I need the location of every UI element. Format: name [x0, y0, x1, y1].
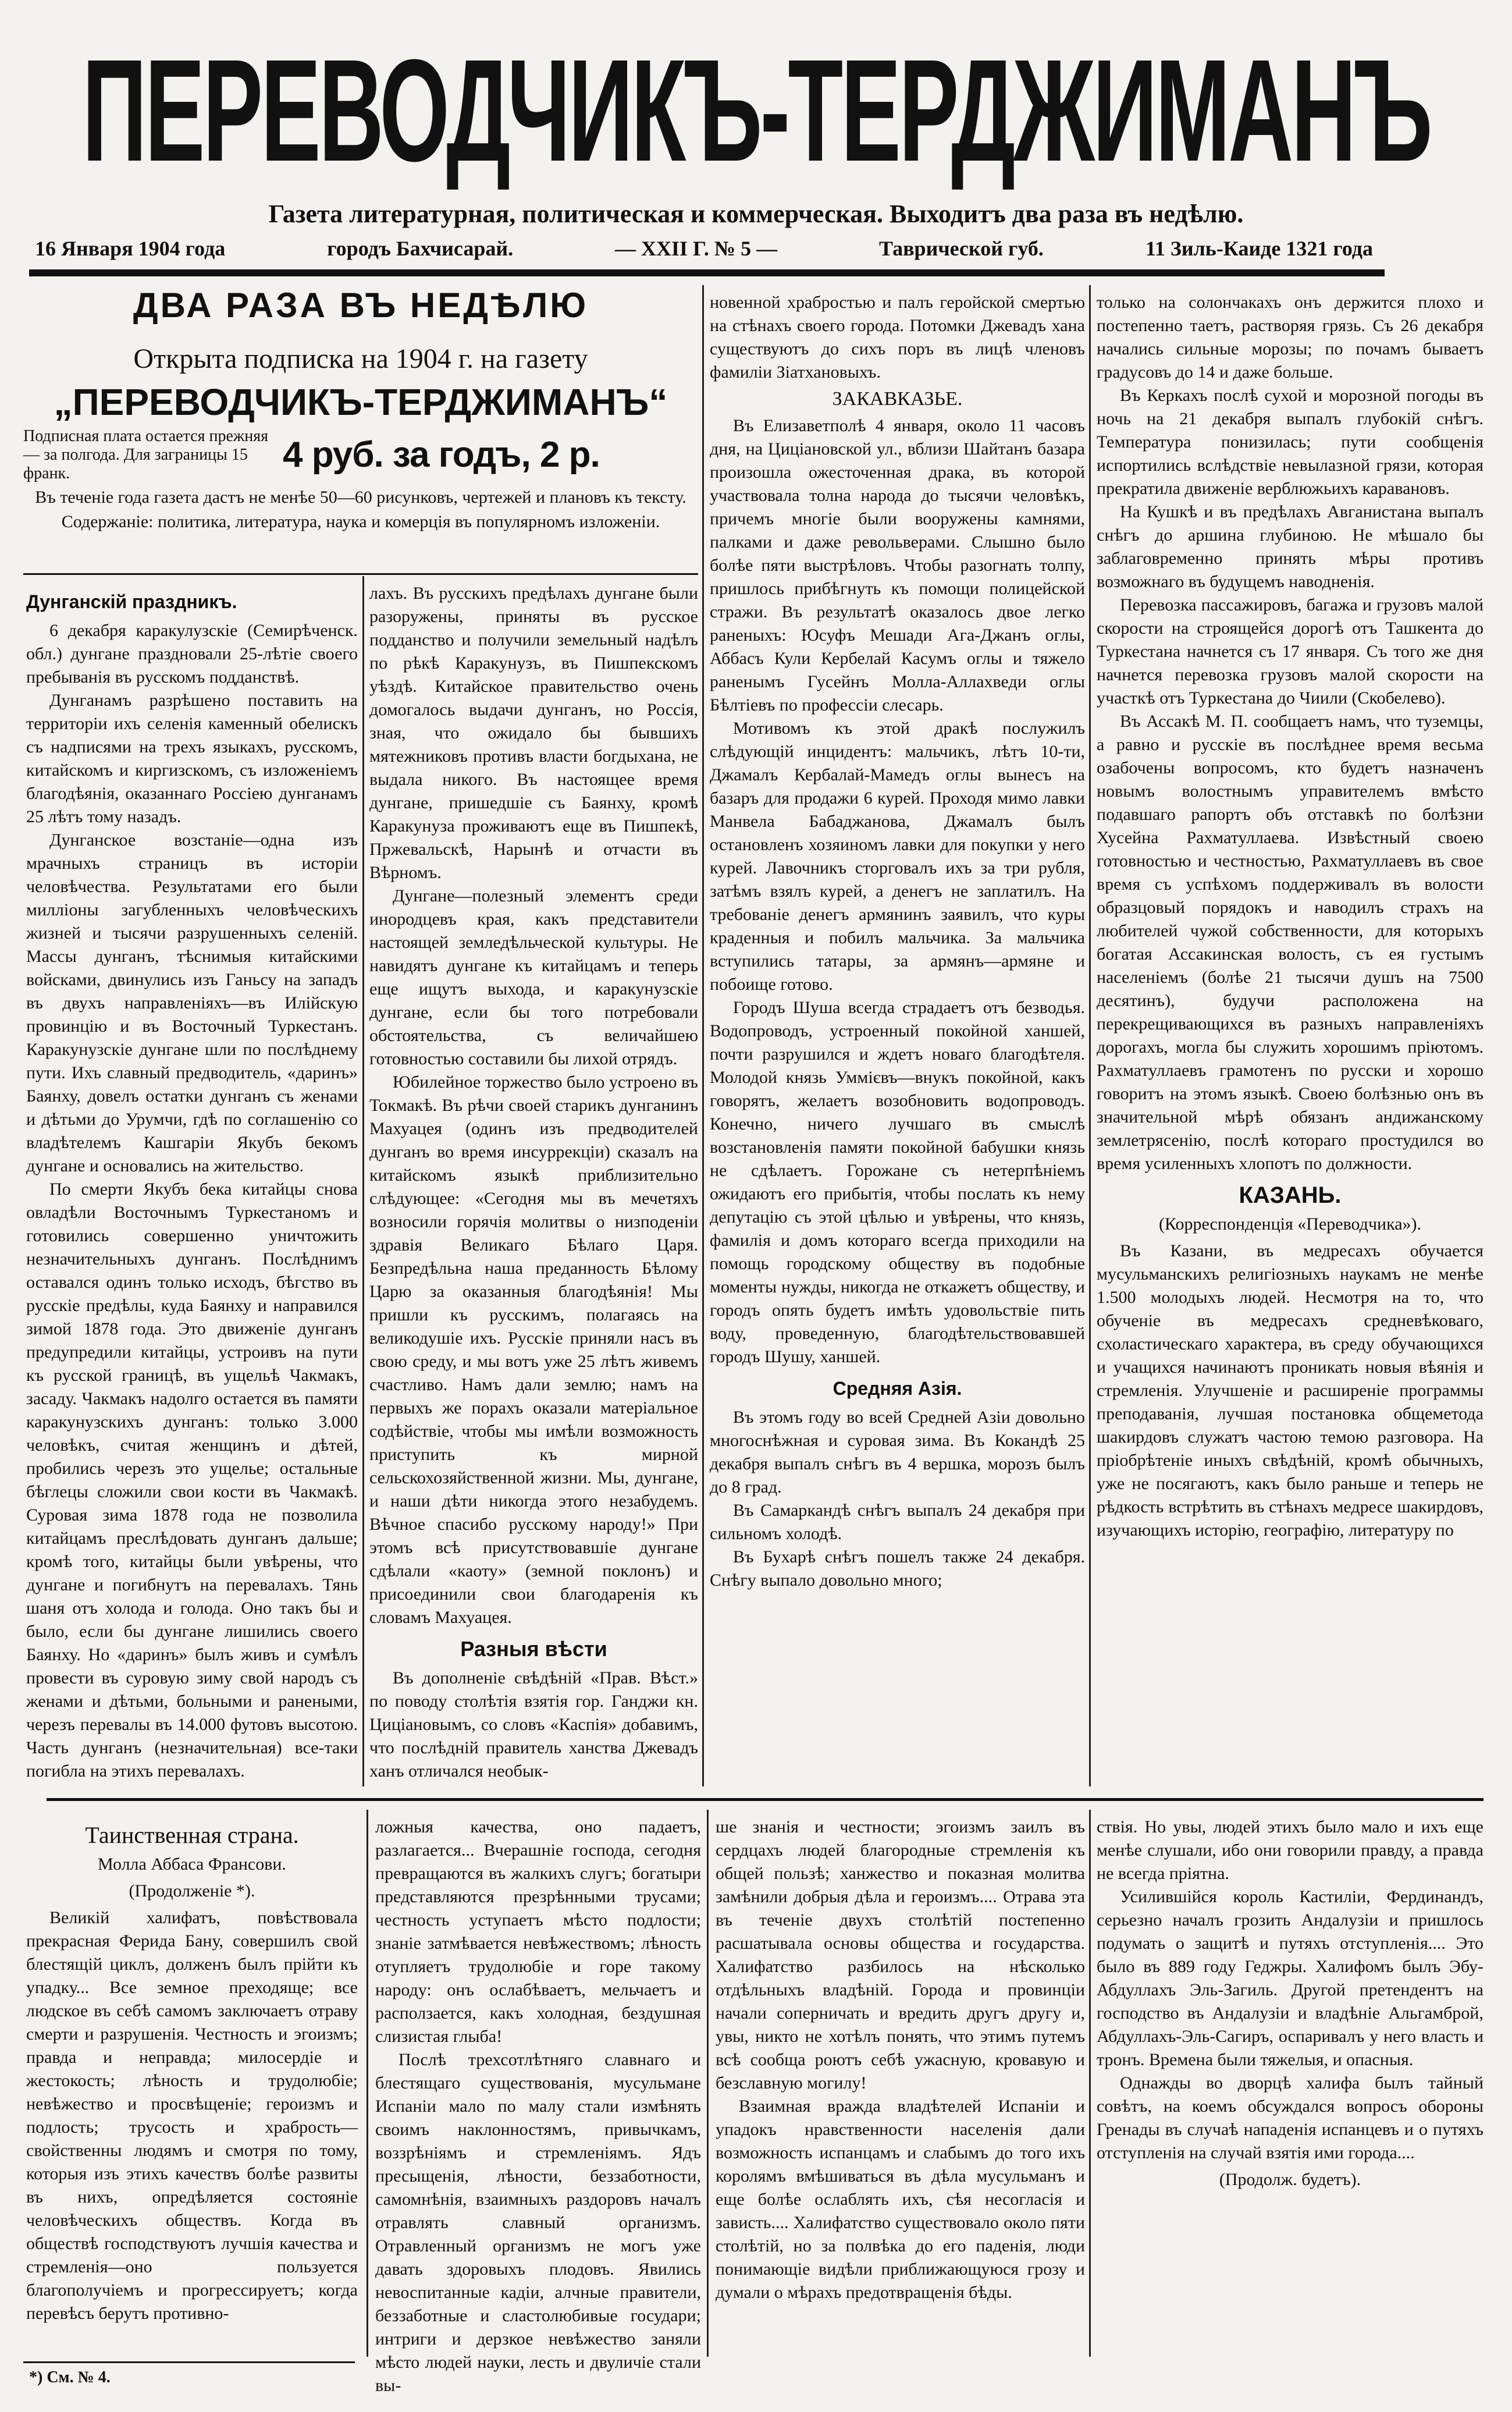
paragraph: Юбилейное торжество было устроено въ Токмакѣ. Въ рѣчи своей старикъ дунганинъ Махуацея (одинъ изъ предводителей дунганъ во время инсуррекціи) сказалъ на китайскомъ языкѣ приблизительно слѣдующее: «Сегодня мы въ мечетяхъ возносили горячія молитвы о низподеніи здравія Великаго Бѣлаго Царя. Безпредѣльна наша преданность Бѣлому Царю за оказанныя благодѣянія! Мы пришли къ русскимъ, полагаясь на великодушіе ихъ. Русскіе приняли насъ въ свою среду, и мы вотъ уже 25 лѣтъ живемъ счастливо. Намъ дали землю; намъ на первыхъ же порахъ оказали матеріальное содѣйствіе, чтобы мы имѣли возможность приступить къ мирной сельскохозяйственной жизни. Мы, дунгане, и наши дѣти никогда этого незабудемъ. Вѣчное спасибо русскому народу!» При этомъ всѣ присутствовавшіе дунгане сдѣлали «каоту» (земной поклонъ) и присоединили свои благодаренія къ словамъ Махуацея. [369, 1072, 698, 1627]
paragraph: По смерти Якубъ бека китайцы снова овладѣли Восточнымъ Туркестаномъ и готовились совершенно уничтожить незначительныхъ дунганъ. Послѣднимъ оставался одинъ только исходъ, бѣгство въ русскіе предѣлы, куда Баянху и направился зимой 1878 года. Это движеніе дунганъ предупредили китайцы, устроивъ на пути къ русской границѣ, въ ущельѣ Чакмакъ, засаду. Чакмакъ надолго остается въ памяти каракунузскихъ дунганъ: только 3.000 человѣкъ, считая женщинъ и дѣтей, пробились черезъ это ущелье; остальные бѣглецы сложили свои кости въ Чакмакѣ. Суровая зима 1878 года не позволила китайцамъ преслѣдовать дунганъ дальше; кромѣ того, китайцы были увѣрены, что дунгане и погибнутъ на перевалахъ. Тянь шаня отъ холода и голода. Оно такъ бы и было, если бы дунгане лишились своего Баянху. Но «даринъ» былъ живъ и сумѣлъ провести въ суровую зиму свой народъ съ женами и дѣтьми, больными и ранеными, черезъ перевалы въ 14.000 футовъ высотою. Часть дунганъ (незначительная) все-таки погибла на этихъ перевалахъ. [26, 1180, 358, 1781]
paragraph: Въ этомъ году во всей Средней Азіи довольно многоснѣжная и суровая зима. Въ Кокандѣ 25 декабря выпалъ снѣгъ въ 4 вершка, морозъ былъ до 8 град. [710, 1408, 1085, 1497]
column-divider [1089, 1810, 1091, 2357]
ad-contents: Содержаніе: политика, литература, наука и комерція въ популярномъ изложеніи. [61, 512, 660, 531]
paragraph: Дунганамъ разрѣшено поставить на территоріи ихъ селенія каменный обелискъ съ надписями на трехъ языкахъ, русскомъ, китайскомъ и киргизскомъ, съ изложеніемъ благодѣянія, оказаннаго Россіею дунганамъ 25 лѣтъ тому назадъ. [26, 691, 358, 826]
header-rule [29, 269, 1385, 276]
footnote-rule [23, 2361, 355, 2363]
paragraph: 6 декабря каракулузскіе (Семирѣченск. обл.) дунгане праздновали 25-лѣтіе своего пребыванія въ русскомъ подданствѣ. [26, 621, 358, 687]
paragraph: Въ Казани, въ медресахъ обучается мусульманскихъ религіозныхъ наукамъ не менѣе 1.500 молодыхъ людей. Несмотря на то, что обученіе въ медресахъ средневѣковаго, схоластическаго характера, въ среду обучающихся и учащихся начинаютъ проникать новыя вѣянія и стремленія. Улучшеніе и расширеніе программы преподаванія, лучшая постановка общеметода шакирдовъ служатъ частою темою разговора. На пріобрѣтеніе иныхъ свѣдѣній, кромѣ обычныхъ, уже не посягаютъ, какъ было раньше и теперь не рѣдкость встрѣтить въ стѣнахъ медресе шакирдовъ, изучающихъ исторію, географію, литературу по [1097, 1241, 1483, 1540]
paragraph: Перевозка пассажировъ, багажа и грузовъ малой скорости на строящейся дорогѣ отъ Ташкента до Туркестана начнется съ 17 января. Съ того же дня начнется перевозка грузовъ малой скорости на участкѣ отъ Туркестана до Чиили (Скобелево). [1097, 595, 1483, 708]
feuilleton-column-2 [375, 1816, 701, 2395]
feuilleton-rule [47, 1798, 1483, 1801]
footnote: *) См. № 4. [29, 2368, 111, 2386]
paragraph: Однажды во дворцѣ халифа былъ тайный совѣтъ, на коемъ обсуждался вопросъ обороны Гренады въ случаѣ нападенія испанцевъ и о путяхъ отступленія на случай взятія ими города.... [1097, 2073, 1483, 2162]
paragraph: Въ Елизаветполѣ 4 января, около 11 часовъ дня, на Циціановской ул., вблизи Шайтанъ базара произошла ожесточенная драка, въ которой участвовала толна народа до тысячи человѣкъ, причемъ многіе были вооружены камнями, палками и даже револьверами. Слышно было болѣе пяти выстрѣловъ. Чтобы разогнать толпу, пришлось прибѣгнуть къ помощи полицейской стражи. Въ результатѣ оказалось двое легко раненыхъ: Юсуфъ Мешади Ага-Джанъ оглы, Аббасъ Кули Кербелай Касумъ оглы и тяжело раненымъ Гусейнъ Молла-Аллахведи оглы Бѣлтіевъ по профессіи слесарь. [710, 416, 1085, 715]
masthead-subtitle: Газета литературная, политическая и коммерческая. Выходитъ два раза въ недѣлю. [268, 200, 1244, 228]
to-be-continued: (Продолж. будетъ). [1219, 2170, 1361, 2189]
column-2 [369, 582, 698, 1786]
hijri-date: 11 Зиль-Каиде 1321 года [1145, 237, 1373, 260]
paragraph: ствія. Но увы, людей этихъ было мало и ихъ еще менѣе слушали, ибо они говорили правду, а правда не всегда пріятна. [1097, 1817, 1483, 1883]
ad-rule [23, 573, 698, 575]
byline: (Корреспонденція «Переводчика»). [1158, 1214, 1422, 1234]
column-divider [1089, 285, 1091, 1786]
paragraph: ложныя качества, оно падаетъ, разлагается... Вчерашніе господа, сегодня превращаются въ жалкихъ слугъ; богатыри представляются презрѣнными трусами; честность уступаетъ мѣсто подлости; знаніе затмѣвается невѣжествомъ; лѣность отупляетъ трудолюбіе и горе такому народу: онъ ослабѣваетъ, мельчаетъ и расползается, какъ холодная, бездушная слизистая глыба! [375, 1817, 701, 2046]
ad-headline: ДВА РАЗА ВЪ НЕДѢЛЮ [133, 286, 589, 325]
feuilleton-column-3 [716, 1816, 1085, 2357]
paragraph: Послѣ трехсотлѣтняго славнаго и блестящаго существованія, мусульмане Испаніи мало по малу стали измѣнять своимъ наклонностямъ, привычкамъ, воззрѣніямъ и стремленіямъ. Ядъ пресыщенія, лѣности, беззаботности, самомнѣнія, взаимныхъ раздоровъ началъ отравлять славный организмъ. Отравленный организмъ не могъ уже давать здоровыхъ плодовъ. Явились невоспитанные кадіи, алчные правители, беззаботные и сластолюбивые государи; интриги и дерзкое невѣжество заняли мѣсто людей науки, лесть и двуличіе стали вы- [375, 2050, 701, 2395]
feuilleton-title: Таинственная страна. [85, 1822, 299, 1848]
issue-number: — XXII Г. № 5 — [615, 237, 778, 260]
section-heading: КАЗАНЬ. [1239, 1182, 1342, 1208]
subscription-ad [23, 285, 698, 570]
ad-open: Открыта подписка на 1904 г. на газету [133, 343, 588, 374]
section-heading: ЗАКАВКАЗЬЕ. [832, 388, 963, 410]
column-divider [702, 285, 704, 1786]
column-divider [362, 576, 364, 1786]
paragraph: Дунгане—полезный элементъ среди инородцевъ края, какъ представители настоящей земледѣльческой культуры. Не навидятъ дунгане къ китайцамъ и теперь еще ищутъ выхода, и каракунузскіе дунгане, если бы того потребовали обстоятельства, съ величайшею готовностью составили бы лихой отрядъ. [369, 886, 698, 1068]
column-4 [1097, 291, 1483, 1786]
paragraph: Мотивомъ къ этой дракѣ послужилъ слѣдующій инцидентъ: мальчикъ, лѣтъ 10-ти, Джамалъ Кербалай-Мамедъ оглы вынесъ на базаръ для продажи 6 курей. Проходя мимо лавки Манвела Бабаджанова, Джамалъ былъ остановленъ хозяиномъ лавки для покупки у него курей. Лавочникъ сторговалъ ихъ за три рубля, затѣмъ взялъ курей, а денегъ не заплатилъ. На требованіе денегъ армянинъ заявилъ, что куры краденныя и побилъ мальчика. За мальчика вступились татары, за армянъ—армяне и побоище готово. [710, 719, 1085, 994]
ad-price-note: Подписная плата остается прежняя— за полгода. Для заграницы 15 франк. [23, 427, 268, 482]
ad-name: „ПЕРЕВОДЧИКЪ-ТЕРДЖИМАНЪ“ [54, 381, 668, 423]
feuilleton-column-1 [26, 1816, 358, 2357]
paragraph: Дунганское возстаніе—одна изъ мрачныхъ страницъ въ исторіи человѣчества. Результатами его были милліоны загубленныхъ человѣческихъ жизней и тысячи разрушенныхъ селеній. Массы дунганъ, тѣснимыя китайскими войсками, двинулись изъ Ганьсу на западъ въ двухъ направленіяхъ—въ Илійскую провинцію и въ Восточный Туркестанъ. Каракунузскіе дунгане шли по послѣднему пути. Ихъ славный предводитель, «даринъ» Баянху, довелъ остатки дунганъ съ женами и дѣтьми до Урумчи, гдѣ по соглашенію со владѣтелемъ Кашгаріи Якубъ бекомъ дунгане и основались на жительство. [26, 830, 358, 1175]
paragraph: На Кушкѣ и въ предѣлахъ Авганистана выпалъ снѣгъ до аршина глубиною. Не мѣшало бы заблаговременно принять мѣры противъ возможнаго въ будущемъ наводненія. [1097, 502, 1483, 591]
column-1 [26, 582, 358, 1786]
ad-price: 4 руб. за годъ, 2 р. [283, 435, 600, 475]
column-3 [710, 291, 1085, 1786]
feuilleton-continued: (Продолженіе *). [129, 1881, 255, 1901]
paragraph: Въ Ассакѣ М. П. сообщаетъ намъ, что туземцы, а равно и русскіе въ послѣднее время весьма озабочены вопросомъ, кто будетъ назначенъ новымъ волостнымъ управителемъ вмѣсто подавшаго рапортъ объ отставкѣ по болѣзни Хусейна Рахматуллаева. Извѣстный своею готовностью и честностью, Рахматуллаевъ въ свое время съ успѣхомъ поддерживалъ въ волости образцовый порядокъ и наводилъ страхъ на любителей чужой собственности, для которыхъ богатая Ассакинская волость, съ ея густымъ населеніемъ (болѣе 21 тысячи душъ на 7500 десятинъ), будучи расположена на перекрещивающихся въ разныхъ направленіяхъ дорогахъ, могла бы служить хорошимъ пріютомъ. Рахматуллаевъ грамотенъ по русски и хорошо говоритъ на этомъ языкѣ. Своею болѣзнью онъ въ значительной мѣрѣ обязанъ андижанскому землетрясенію, послѣ котораго простудился во время усиленныхъ хлопотъ по должности. [1097, 712, 1483, 1173]
paragraph: новенной храбростью и палъ геройской смертью на стѣнахъ своего города. Потомки Джевадъ хана существуютъ до сихъ поръ въ лицѣ членовъ фамиліи Зіатхановыхъ. [710, 293, 1085, 382]
column-divider [707, 1810, 709, 2357]
dateline [35, 236, 1373, 261]
paragraph: Въ Бухарѣ снѣгъ пошелъ также 24 декабря. Снѣгу выпало довольно много; [710, 1547, 1085, 1590]
paragraph: Городъ Шуша всегда страдаетъ отъ безводья. Водопроводъ, устроенный покойной ханшей, почти разрушился и ждетъ новаго благодѣтеля. Молодой князь Уммієвъ—внукъ покойной, какъ говорятъ, желаетъ возобновить водопроводъ. Конечно, ничего лучшаго въ смыслѣ возстановленія памяти покойной бабушки князь не сдѣлаетъ. Горожане съ нетерпѣніемъ ожидаютъ его прибытія, чтобы послать къ нему депутацію съ этой цѣлью и увѣрены, что князь, фамилія и домъ котораго всегда приходили на помощь городскому обществу въ подобные моменты нужды, никогда не откажетъ обществу, и городъ опять будетъ имѣть удовольствіе пить воду, проведенную, благодѣтельствовавшей городъ Шушу, ханшей. [710, 998, 1085, 1366]
province: Таврической губ. [879, 237, 1044, 260]
section-heading: Разныя вѣсти [460, 1637, 607, 1661]
issue-date: 16 Января 1904 года [35, 237, 226, 260]
masthead-title: ПЕРЕВОДЧИКЪ-ТЕРДЖИМАНЪ [82, 29, 1431, 191]
paragraph: Въ дополненіе свѣдѣній «Прав. Вѣст.» по поводу столѣтія взятія гор. Ганджи кн. Циціановымъ, со словъ «Каспія» добавимъ, что послѣдній правитель ханства Джевадъ ханъ отличался необык- [369, 1668, 698, 1781]
paragraph: Усилившійся король Кастиліи, Фердинандъ, серьезно началъ грозить Андалузіи и пришлось подумать о защитѣ и путяхъ отступленія.... Это было въ 889 году Геджры. Халифомъ былъ Эбу-Абдуллахъ Эль-Загиль. Другой претендентъ на господство въ Андалузіи и владѣніе Альгамброй, Абдуллахъ-Эль-Сагиръ, оспаривалъ у него власть и тронъ. Времена были тяжелыя, и опасныя. [1097, 1887, 1483, 2069]
feuilleton-author: Молла Аббаса Франсови. [98, 1855, 286, 1874]
city: городъ Бахчисарай. [327, 237, 514, 260]
paragraph: лахъ. Въ русскихъ предѣлахъ дунгане были разоружены, приняты въ русское подданство и получили земельный надѣлъ по рѣкѣ Каракунузъ, въ Пишпекскомъ уѣздѣ. Китайское правительство очень домогалось выдачи дунганъ, но Россія, зная, что ожидало бы бывшихъ мятежниковъ противъ власти богдыхана, не выдала никого. Въ настоящее время дунгане, пришедшіе съ Баянху, кромѣ Каракунуза проживаютъ еще въ Пишпекѣ, Пржевальскѣ, Нарынѣ и отчасти въ Вѣрномъ. [369, 584, 698, 882]
paragraph: Великій халифатъ, повѣствовала прекрасная Ферида Бану, совершилъ свой блестящій циклъ, долженъ былъ прійти къ упадку... Все земное преходяще; все людское въ себѣ самомъ заключаетъ отраву смерти и разрушенія. Честность и эгоизмъ; правда и неправда; милосердіе и жестокость; лѣность и трудолюбіе; невѣжество и просвѣщеніе; героизмъ и подлость; трусость и храбрость—свойственны людямъ и смотря по тому, которыя изъ этихъ качествъ болѣе развиты въ нихъ, опредѣляется состояніе человѣческихъ обществъ. Когда въ обществѣ господствуютъ лучшія качества и стремленія—оно пользуется благополучіемъ и прогрессируетъ; когда перевѣсъ берутъ противно- [26, 1908, 358, 2323]
paragraph: Въ Керкахъ послѣ сухой и морозной погоды въ ночь на 21 декабря выпалъ глубокій снѣгъ. Температура понизилась; пути сообщенія испортились вслѣдствіе невылазной грязи, которая прекратила движеніе верблюжьихъ каравановъ. [1097, 386, 1483, 498]
ad-illustrations: Въ теченіе года газета дастъ не менѣе 50—60 рисунковъ, чертежей и плановъ къ тексту. [35, 488, 686, 507]
feuilleton-column-4 [1097, 1816, 1483, 2357]
article-title: Дунганскій праздникъ. [26, 591, 237, 612]
paragraph: ше знанія и честности; эгоизмъ заилъ въ сердцахъ людей благородные стремленія къ общей пользѣ; ханжество и показная молитва замѣнили добрыя дѣла и героизмъ.... Отрава эта въ теченіе двухъ столѣтій постепенно расшатывала основы общества и государства. Халифатство разбилось на нѣсколько отдѣльныхъ владѣній. Города и провинціи начали соперничать и вредить другъ другу и, увы, никто не хотѣлъ понять, что этимъ путемъ всѣ сообща роютъ себѣ ужасную, кровавую и безславную могилу! [716, 1817, 1085, 2093]
paragraph: только на солончакахъ онъ держится плохо и постепенно таетъ, растворяя грязь. Съ 26 декабря начались сильные морозы; по почамъ бываетъ градусовъ до 14 и даже больше. [1097, 293, 1483, 382]
paragraph: Въ Самаркандѣ снѣгъ выпалъ 24 декабря при сильномъ холодѣ. [710, 1501, 1085, 1543]
column-divider [367, 1810, 368, 2357]
section-heading: Средняя Азія. [833, 1378, 962, 1399]
paragraph: Взаимная вражда владѣтелей Испаніи и упадокъ нравственности населенія дали возможность испанцамъ и слабымъ до того ихъ королямъ вмѣшиваться въ дѣла мусульманъ и еще болѣе ослаблять ихъ, сѣя несогласія и зависть.... Халифатство существовало около пяти столѣтій, но за полвѣка до его паденія, люди понимающіе видѣли приближающуюся грозу и думали о мѣрахъ предотвращенія бѣды. [716, 2097, 1085, 2302]
